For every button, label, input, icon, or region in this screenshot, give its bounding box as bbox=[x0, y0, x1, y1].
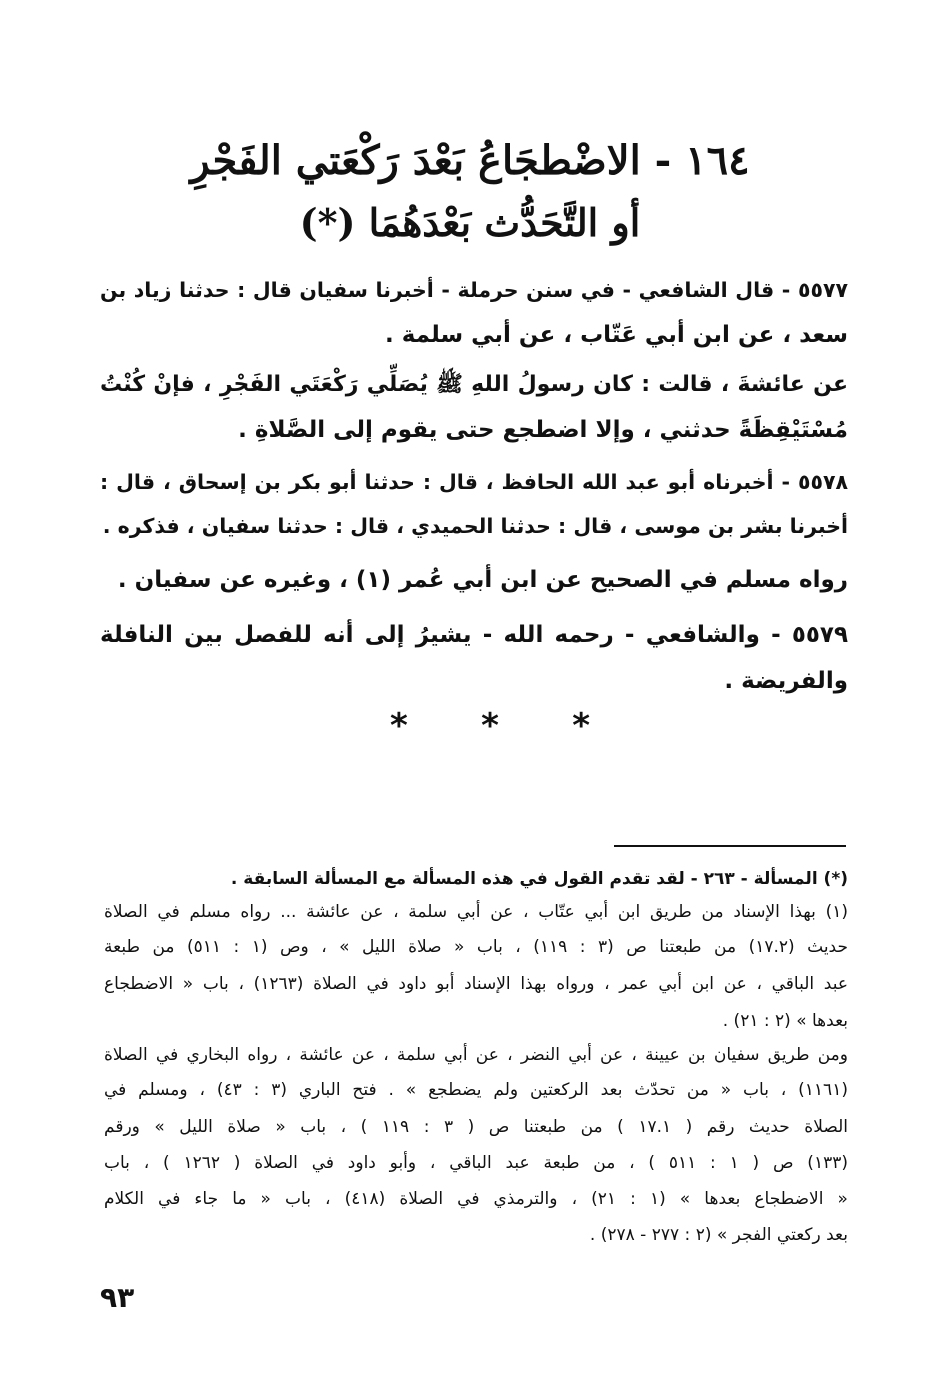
footnote-2-line-1: ومن طريق سفيان بن عيينة ، عن أبي النضر ، عن أبي سلمة ، عن عائشة ، رواه البخاري في الصلاة bbox=[104, 1045, 848, 1065]
footnote-2-line-2: (١١٦١) ، باب « من تحدّث بعد الركعتين ولم يضطجع » . فتح الباري (٣ : ٤٣) ، ومسلم في bbox=[104, 1080, 848, 1100]
section-separator bbox=[390, 706, 590, 746]
footnote-2-line-5: « الاضطجاع بعدها » (١ : ٢١) ، والترمذي في الصلاة (٤١٨) ، باب « ما جاء في الكلام bbox=[104, 1189, 848, 1209]
footnote-2-line-4: (١٣٣) ص ( ١ : ٥١١ ) ، من طبعة عبد الباقي ، وأبو داود في الصلاة ( ١٢٦٢ ) ، باب bbox=[104, 1153, 848, 1173]
hadith-line-2: مُسْتَيْقِظَةً حدثني ، وإلا اضطجع حتى يقوم إلى الصَّلاةِ . bbox=[238, 417, 848, 443]
separator-star: * bbox=[572, 706, 590, 746]
footnote-2-line-3: الصلاة حديث رقم ( ١٧.١ ) من طبعتنا ص ( ٣ : ١١٩ ) ، باب « صلاة الليل » ورقم bbox=[104, 1117, 848, 1137]
footnote-1-line-1: (١) بهذا الإسناد من طريق ابن أبي عتّاب ، عن أبي سلمة ، عن عائشة ... رواه مسلم في الصلاة bbox=[104, 902, 848, 922]
footnote-asterisk: (*) المسألة - ٢٦٣ - لقد تقدم القول في هذه المسألة مع المسألة السابقة . bbox=[230, 869, 848, 889]
chapter-subtitle: أو التَّحَدُّث بَعْدَهُمَا (*) bbox=[299, 200, 641, 245]
chapter-title: ١٦٤ - الاضْطجَاعُ بَعْدَ رَكْعَتي الفَجْرِ bbox=[190, 137, 750, 184]
footnote-2-line-6: بعد ركعتي الفجر » (٢ : ٢٧٧ - ٢٧٨) . bbox=[589, 1225, 848, 1245]
separator-star: * bbox=[481, 706, 499, 746]
paragraph-5578-line-2: أخبرنا بشر بن موسى ، قال : حدثنا الحميدي ، قال : حدثنا سفيان ، فذكره . bbox=[102, 514, 848, 538]
page-number: ٩٣ bbox=[100, 1281, 135, 1314]
paragraph-5577-line-2: سعد ، عن ابن أبي عَتّاب ، عن أبي سلمة . bbox=[384, 322, 848, 348]
footnote-1-line-3: عبد الباقي ، عن ابن أبي عمر ، ورواه بهذا الإسناد أبو داود في الصلاة (١٢٦٣) ، باب « الاضطجاع bbox=[104, 974, 849, 994]
hadith-line-1: عن عائشةَ ، قالت : كان رسولُ اللهِ ﷺ يُصَلِّي رَكْعَتَي الفَجْرِ ، فإنْ كُنْتُ bbox=[100, 372, 848, 397]
paragraph-5579-line-2: والفريضة . bbox=[724, 668, 848, 694]
paragraph-5578-line-1: ٥٥٧٨ - أخبرناه أبو عبد الله الحافظ ، قال : حدثنا أبو بكر بن إسحاق ، قال : bbox=[100, 470, 848, 494]
paragraph-5579-line-1: ٥٥٧٩ - والشافعي - رحمه الله - يشيرُ إلى أنه للفصل بين النافلة bbox=[100, 622, 848, 648]
footnote-1-line-4: بعدها » (٢ : ٢١) . bbox=[722, 1011, 848, 1031]
footnote-divider bbox=[614, 845, 846, 847]
riwaya-line: رواه مسلم في الصحيح عن ابن أبي عُمر (١) ، وغيره عن سفيان . bbox=[117, 567, 848, 593]
paragraph-5577-line-1: ٥٥٧٧ - قال الشافعي - في سنن حرملة - أخبرنا سفيان قال : حدثنا زياد بن bbox=[100, 278, 848, 302]
footnote-1-line-2: حديث (١٧.٢) من طبعتنا ص (٣ : ١١٩) ، باب « صلاة الليل » ، وص (١ : ٥١١) من طبعة bbox=[104, 937, 848, 957]
separator-star: * bbox=[390, 706, 408, 746]
